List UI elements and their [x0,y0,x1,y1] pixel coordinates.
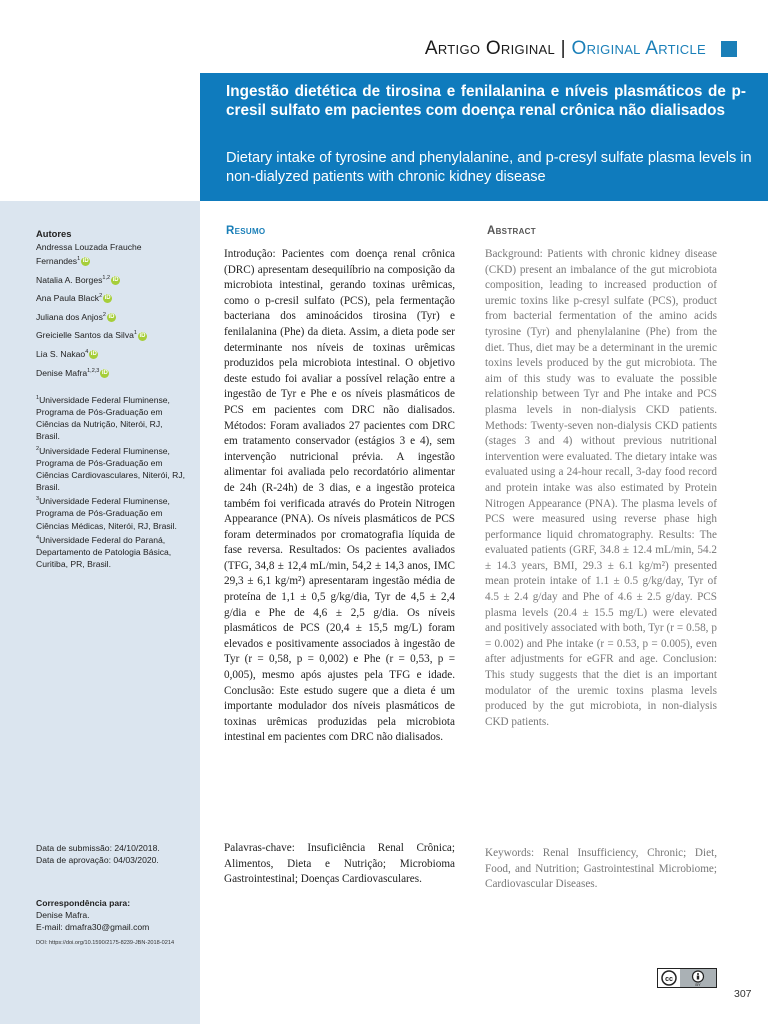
author-name: Andressa Louzada Frauche Fernandes [36,242,142,267]
author-item [36,241,186,267]
author-item [36,346,186,360]
correspondence-email[interactable]: E-mail: dmafra30@gmail.com [36,922,150,933]
author-affiliation-ref: 4 [85,349,89,356]
article-type-separator: | [560,38,566,59]
dates [36,842,196,866]
author-affiliation-ref: 1,2 [102,274,111,281]
authors-list [36,241,186,383]
creative-commons-icon [658,970,680,987]
author-name: Juliana dos Anjos [36,311,103,322]
author-name: Ana Paula Black [36,293,100,304]
author-affiliation-ref: 1 [133,330,137,337]
abstract-keywords: Keywords: Renal Insufficiency, Chronic; Diet, Food, and Nutrition; Gastrointestinal Microbiome; Cardiovascular Diseases. [485,847,717,891]
author-item [36,290,186,304]
abstract-body: Background: Patients with chronic kidney disease (CKD) present an imbalance of the gut microbiota composition, leading to increased production of uremic toxins like p-cresyl sulfate (PCS), product from bacterial fermentation of the amino acids tyrosine (Tyr) and phenylalanine (Phe) from the diet. Thus, diet may be a determinant in the uremic toxins levels produced by the gut microbiota. The aim of this study was to evaluate the possible relationship between Tyr and Phe intake and PCS plasma levels in non-dialysis CKD patients. Methods: Twenty-seven non-dialysis CKD patients (stages 3 and 4) without previous nutritional intervention were evaluated. The dietary intake was evaluated using a 24-hour recall, 3-day food record and protein intake was also estimated by Protein Nitrogen Appearance (PNA). The plasma levels of PCS were measured using reverse phase high performance liquid chromatography. Results: The evaluated patients (GRF, 34.8 ± 12.4 mL/min, 54.2 ± 14.3 years, BMI, 29.3 ± 6.1 kg/m²) presented mean protein intake of 1.1 ± 0.5 g/kg/day, Tyr of 4.5 ± 2.4 g/day and Phe of 4.6 ± 2.5 g/day. PCS plasma levels (20.4 ± 15.5 mg/L) were elevated and positively associated with both, Tyr (r = 0.58, p = 0.002) and Phe intake (r = 0.53, p = 0.005), even after adjustments for eGFR and age. Conclusion: This study suggests that the diet is an important modulator of the uremic toxins plasma levels produced by the gut microbiota, in non-dialysis CKD patients. [485,248,717,728]
article-type-en: Original Article [571,38,706,59]
author-affiliation-ref: 1,2,3 [87,367,100,374]
author-affiliation-ref: 2 [102,311,106,318]
cc-by-license-badge[interactable] [657,968,717,988]
affiliation-text: Universidade Federal Fluminense, Programa de Pós-Graduação em Ciências Médicas, Niterói, RJ, Brasil. [36,496,177,531]
abstract-heading: Abstract [487,225,536,237]
orcid-icon[interactable]: iD [104,295,111,302]
title-portuguese: Ingestão dietética de tirosina e fenilalanina e níveis plasmáticos de p-cresil sulfato em pacientes com doença renal crônica não dialisados [226,83,746,119]
correspondence-name: Denise Mafra. [36,910,90,921]
affiliation-item [36,532,188,570]
affiliation-number: 4 [36,534,40,541]
authors-heading: Autores [36,228,72,239]
affiliation-text: Universidade Federal Fluminense, Programa de Pós-Graduação em Ciências da Nutrição, Niterói, RJ, Brasil. [36,394,170,442]
correspondence [36,897,196,934]
affiliation-number: 3 [36,496,40,503]
author-name: Natalia A. Borges [36,274,103,285]
affiliation-item [36,443,188,494]
header-accent-square [721,41,737,57]
article-type-pt: Artigo Original [424,38,556,59]
author-name: Lia S. Nakao [36,348,86,359]
resumo-body: Introdução: Pacientes com doença renal crônica (DRC) apresentam desequilíbrio na composição da microbiota intestinal, gerando toxinas urêmicas, como o p-cresil sulfato (PCS), pela fermentação bacteriana dos aminoácidos tirosina (Tyr) e fenilalanina (Phe) da dieta. Assim, a dieta pode ser determinante nos níveis de toxinas urêmicas produzidos pela microbiota intestinal. O objetivo deste estudo foi avaliar a possível relação entre a ingestão de Tyr e Phe e os níveis plasmáticos de PCS em pacientes com DRC não dialisados. Métodos: Foram avaliados 27 pacientes com DRC em tratamento conservador (estágios 3 e 4), sem intervenção nutricional prévia. A ingestão alimentar foi avaliada pelo recordatório alimentar de 24h (R-24h) de 3 dias, e a ingestão proteica também foi verificada através do Protein Nitrogen Appearance (PNA). Os níveis plasmáticos de PCS foram determinados por cromatografia líquida de fase reversa. Resultados: Os pacientes avaliados (TFG, 34,8 ± 12,4 mL/min, 54,2 ± 14,3 anos, IMC 29,3 ± 6,1 kg/m²) apresentaram ingestão média de proteína de 1,1 ± 0,5 g/kg/dia, Tyr de 4,5 ± 2,4 g/dia e Phe de 4,6 ± 2,5 g/dia. Os níveis plasmáticos de PCS (20,4 ± 15,5 mg/L) foram elevados e positivamente associados à ingestão de Tyr (r = 0,58, p = 0,002) e Phe (r = 0,53, p = 0,005), mesmo após ajustes pela TFG e idade. Conclusão: Este estudo sugere que a dieta é um importante modulador dos níveis plasmáticos de toxinas urêmicas produzidas pela microbiota intestinal em pacientes com DRC não dialisados. [224,248,455,744]
submission-date: Data de submissão: 24/10/2018. [36,843,160,853]
orcid-icon[interactable]: iD [101,369,108,376]
affiliation-number: 1 [36,395,40,401]
page-number: 307 [734,988,752,1000]
orcid-icon[interactable]: iD [108,313,115,320]
affiliation-number: 2 [36,445,40,452]
resumo-keywords: Palavras-chave: Insuficiência Renal Crônica; Alimentos, Dieta e Nutrição; Microbioma Gastrointestinal; Doenças Cardiovasculares. [224,842,455,886]
by-label: BY [695,981,701,987]
approval-date: Data de aprovação: 04/03/2020. [36,855,159,866]
correspondence-heading: Correspondência para: [36,898,131,908]
author-item [36,327,186,341]
author-affiliation-ref: 1 [77,256,81,263]
affiliation-item [36,392,188,443]
resumo-heading: Resumo [226,225,266,237]
affiliations [36,392,188,570]
attribution-icon [680,969,716,987]
author-name: Greicielle Santos da Silva [36,330,134,341]
author-item [36,365,186,379]
cc-symbol: cc [665,976,673,983]
orcid-icon[interactable]: iD [90,351,97,358]
author-affiliation-ref: 2 [99,293,103,300]
author-name: Denise Mafra [36,367,88,378]
orcid-icon[interactable]: iD [82,258,89,265]
author-item [36,309,186,323]
orcid-icon[interactable]: iD [112,276,119,283]
doi-link[interactable]: DOI: https://doi.org/10.1590/2175-8239-JBN-2018-0214 [36,940,175,946]
article-type-header [425,38,706,60]
author-item [36,272,186,286]
affiliation-text: Universidade Federal do Paraná, Departamento de Patologia Básica, Curitiba, PR, Brasil. [36,534,172,570]
title-english: Dietary intake of tyrosine and phenylalanine, and p-cresyl sulfate plasma levels in non-dialyzed patients with chronic kidney disease [226,150,752,185]
affiliation-item [36,493,188,531]
orcid-icon[interactable]: iD [139,332,146,339]
affiliation-text: Universidade Federal Fluminense, Programa de Pós-Graduação em Ciências Cardiovasculares, Niterói, RJ, Brasil. [36,445,186,493]
